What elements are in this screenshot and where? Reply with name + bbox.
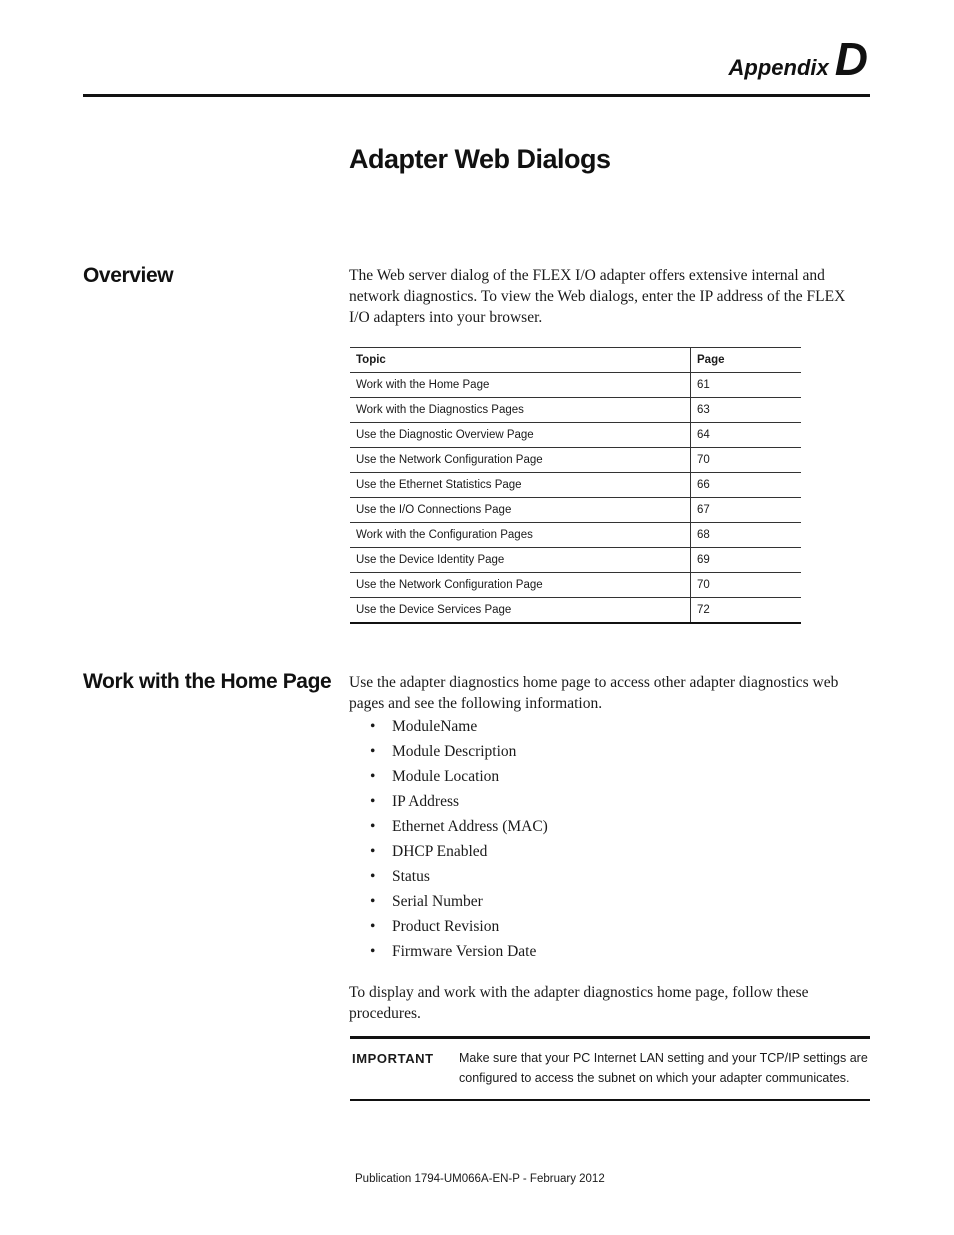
table-row bbox=[350, 573, 801, 598]
list-item-text: DHCP Enabled bbox=[392, 843, 488, 860]
topic-cell: Work with the Home Page bbox=[350, 373, 691, 398]
info-list bbox=[370, 716, 548, 966]
bullet-icon: • bbox=[370, 818, 376, 835]
publication-footer: Publication 1794-UM066A-EN-P - February 2012 bbox=[355, 1173, 605, 1185]
bullet-icon: • bbox=[370, 743, 376, 760]
page-cell: 67 bbox=[691, 498, 802, 523]
list-item bbox=[370, 841, 548, 866]
overview-paragraph: The Web server dialog of the FLEX I/O adapter offers extensive internal and network diagnostics. To view the Web dialogs, enter the IP address of the FLEX I/O adapters into your browser. bbox=[349, 267, 846, 326]
list-item-text: Product Revision bbox=[392, 918, 500, 935]
list-item-text: Ethernet Address (MAC) bbox=[392, 818, 548, 835]
page-cell: 70 bbox=[691, 573, 802, 598]
bullet-icon: • bbox=[370, 893, 376, 910]
list-item bbox=[370, 916, 548, 941]
topic-cell: Use the Network Configuration Page bbox=[350, 573, 691, 598]
list-item bbox=[370, 816, 548, 841]
bullet-icon: • bbox=[370, 868, 376, 885]
table-row bbox=[350, 498, 801, 523]
important-label: IMPORTANT bbox=[352, 1051, 434, 1066]
table-row bbox=[350, 548, 801, 573]
page-cell: 68 bbox=[691, 523, 802, 548]
page-cell: 64 bbox=[691, 423, 802, 448]
page-cell: 66 bbox=[691, 473, 802, 498]
topic-cell: Use the Device Identity Page bbox=[350, 548, 691, 573]
bullet-icon: • bbox=[370, 843, 376, 860]
table-header-row bbox=[350, 348, 801, 373]
bullet-icon: • bbox=[370, 918, 376, 935]
list-item bbox=[370, 941, 548, 966]
table-row bbox=[350, 373, 801, 398]
list-item-text: Module Location bbox=[392, 768, 500, 785]
bullet-icon: • bbox=[370, 768, 376, 785]
table-row bbox=[350, 598, 801, 624]
appendix-word: Appendix bbox=[728, 55, 829, 80]
bullet-icon: • bbox=[370, 943, 376, 960]
list-item-text: ModuleName bbox=[392, 718, 478, 735]
topic-cell: Work with the Diagnostics Pages bbox=[350, 398, 691, 423]
list-item-text: Module Description bbox=[392, 743, 517, 760]
list-item bbox=[370, 716, 548, 741]
overview-heading: Overview bbox=[83, 264, 174, 287]
important-text: Make sure that your PC Internet LAN setting and your TCP/IP settings are configured to access the subnet on which your adapter communicates. bbox=[459, 1051, 868, 1085]
table-row bbox=[350, 398, 801, 423]
list-item bbox=[370, 741, 548, 766]
topic-cell: Use the Diagnostic Overview Page bbox=[350, 423, 691, 448]
list-item-text: IP Address bbox=[392, 793, 460, 810]
bullet-icon: • bbox=[370, 793, 376, 810]
important-note bbox=[350, 1036, 870, 1101]
topic-cell: Work with the Configuration Pages bbox=[350, 523, 691, 548]
table-row bbox=[350, 448, 801, 473]
list-item bbox=[370, 766, 548, 791]
column-header-topic: Topic bbox=[350, 348, 691, 373]
list-item-text: Serial Number bbox=[392, 893, 483, 910]
page-cell: 63 bbox=[691, 398, 802, 423]
list-item-text: Status bbox=[392, 868, 430, 885]
topic-cell: Use the Ethernet Statistics Page bbox=[350, 473, 691, 498]
page-cell: 72 bbox=[691, 598, 802, 624]
table-row bbox=[350, 523, 801, 548]
bullet-icon: • bbox=[370, 718, 376, 735]
page-cell: 70 bbox=[691, 448, 802, 473]
list-item bbox=[370, 791, 548, 816]
appendix-label bbox=[729, 32, 868, 86]
page-title: Adapter Web Dialogs bbox=[349, 144, 611, 174]
appendix-letter: D bbox=[834, 33, 868, 85]
home-page-closing: To display and work with the adapter diagnostics home page, follow these procedures. bbox=[349, 984, 809, 1022]
page-cell: 61 bbox=[691, 373, 802, 398]
topics-table bbox=[350, 347, 801, 624]
topic-cell: Use the I/O Connections Page bbox=[350, 498, 691, 523]
column-header-page: Page bbox=[691, 348, 802, 373]
table-row bbox=[350, 423, 801, 448]
list-item bbox=[370, 866, 548, 891]
topic-cell: Use the Device Services Page bbox=[350, 598, 691, 624]
list-item bbox=[370, 891, 548, 916]
home-page-intro: Use the adapter diagnostics home page to access other adapter diagnostics web pages and see the following information. bbox=[349, 674, 839, 712]
home-page-heading: Work with the Home Page bbox=[83, 670, 332, 693]
header-rule bbox=[83, 94, 870, 97]
topic-cell: Use the Network Configuration Page bbox=[350, 448, 691, 473]
table-row bbox=[350, 473, 801, 498]
page-cell: 69 bbox=[691, 548, 802, 573]
list-item-text: Firmware Version Date bbox=[392, 943, 537, 960]
